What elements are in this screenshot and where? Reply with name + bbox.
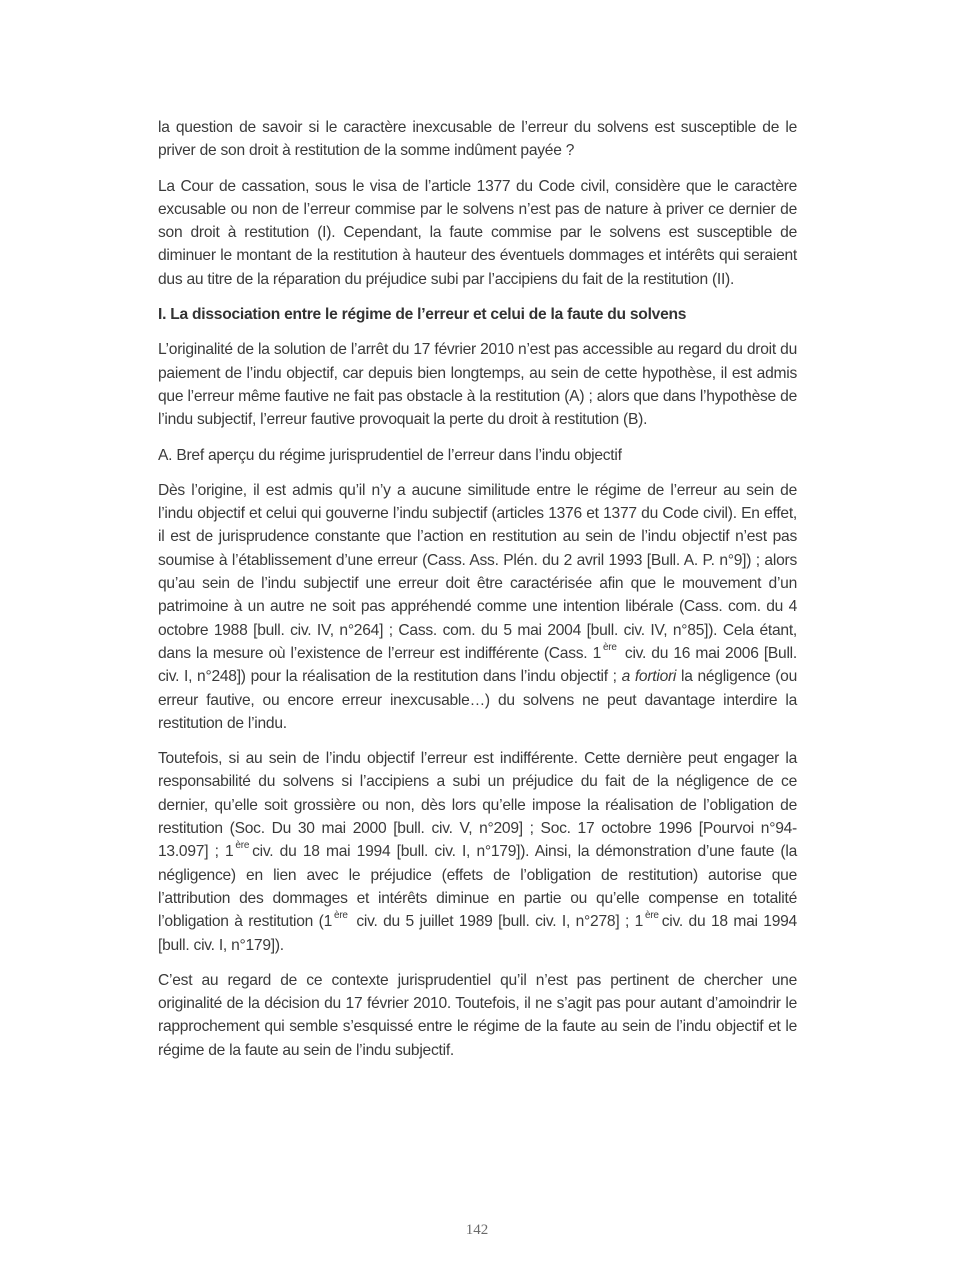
- paragraph-section-I-intro: L’originalité de la solution de l’arrêt du 17 février 2010 n’est pas accessible au regard du droit du paiement de l’indu objectif, car depuis bien longtemps, au sein de cette hypothèse, il est admis que l’erreur même fautive ne fait pas obstacle à la restitution (A) ; alors que dans l’hypothèse de l’indu subjectif, l’erreur fautive provoquait la perte du droit à restitution (B).: [158, 341, 797, 429]
- paragraph-announcement: La Cour de cassation, sous le visa de l’article 1377 du Code civil, considère que le caractère excusable ou non de l’erreur commise par le solvens n’est pas de nature à priver ce dernier de son droit à restitution (I). Cependant, la faute commise par le solvens est susceptible de diminuer le montant de la restitution à hauteur des éventuels dommages et intérêts qui seraient dus au titre de la réparation du préjudice subi par l’accipiens du fait de la restitution (II).: [158, 177, 797, 288]
- superscript: ère: [334, 910, 348, 922]
- paragraph-conclusion: C’est au regard de ce contexte jurisprudentiel qu’il n’est pas pertinent de chercher une originalité de la décision du 17 février 2010. Toutefois, il ne s’agit pas pour autant d’amoindrir le rapprochement qui semble s’esquissé entre le régime de la faute au sein de l’indu objectif et le régime de la faute au sein de l’indu subjectif.: [158, 971, 797, 1059]
- superscript: ère: [235, 840, 250, 852]
- text-run: la négligence (ou erreur fautive, ou encore erreur inexcusable…) du solvens ne peut davantage interdire la restitution de l’indu.: [158, 668, 797, 732]
- document-page: [158, 116, 797, 1074]
- paragraph-indu-objectif: [158, 479, 797, 735]
- text-run: Dès l’origine, il est admis qu’il n’y a aucune similitude entre le régime de l’erreur au sein de l’indu objectif et celui qui gouverne l’indu subjectif (articles 1376 et 1377 du Code civil). En effet, il est de jurisprudence constante que l’action en restitution au sein de l’indu objectif n’est pas soumise à l’établissement d’une erreur (Cass. Ass. Plén. du 2 avril 1993 [Bull. A. P. n°9]) ; alors qu’au sein de l’indu subjectif une erreur doit être caractérisée afin que le mouvement d’un patrimoine à un autre ne soit pas appréhendé comme une intention libérale (Cass. com. du 4 octobre 1988 [bull. civ. IV, n°264] ; Cass. com. du 5 mai 2004 [bull. civ. IV, n°85]). Cela étant, dans la mesure où l’existence de l’erreur est indifférente (Cass. 1: [158, 481, 797, 662]
- text-run: civ. du 18 mai 1994 [bull. civ. I, n°179]).: [158, 913, 797, 954]
- text-run: civ. du 16 mai 2006 [Bull. civ. I, n°248]) pour la réalisation de la restitution dans l’indu objectif ;: [158, 644, 797, 686]
- section-heading-I: I. La dissociation entre le régime de l’erreur et celui de la faute du solvens: [158, 306, 687, 324]
- italic-text: a fortiori: [621, 668, 677, 686]
- superscript: ère: [645, 910, 659, 922]
- superscript: ère: [603, 641, 617, 653]
- page-number: 142: [465, 1222, 489, 1238]
- text-run: civ. du 18 mai 1994 [bull. civ. I, n°179]). Ainsi, la démonstration d’une faute (la négligence) en lien avec le préjudice (effets de l’obligation de restitution) autorise que l’attribution des dommages et intérêts diminue en partie ou qu’elle compense en totalité l’obligation à restitution (1: [158, 843, 798, 931]
- paragraph-question: la question de savoir si le caractère inexcusable de l’erreur du solvens est susceptible de le priver de son droit à restitution de la somme indûment payée ?: [158, 119, 797, 160]
- paragraph-responsabilite-solvens: [158, 747, 797, 957]
- subsection-heading-A: A. Bref aperçu du régime jurisprudentiel de l’erreur dans l’indu objectif: [158, 446, 622, 464]
- text-run: civ. du 5 juillet 1989 [bull. civ. I, n°278] ; 1: [356, 913, 644, 931]
- text-run: Toutefois, si au sein de l’indu objectif l’erreur est indifférente. Cette dernière peut engager la responsabilité du solvens si l’accipiens a subi un préjudice du fait de la négligence de ce dernier, qu’elle soit grossière ou non, dès lors qu’elle impose la réalisation de l’obligation de restitution (Soc. Du 30 mai 2000 [bull. civ. V, n°209] ; Soc. 17 octobre 1996 [Pourvoi n°94-13.097] ; 1: [158, 750, 797, 861]
